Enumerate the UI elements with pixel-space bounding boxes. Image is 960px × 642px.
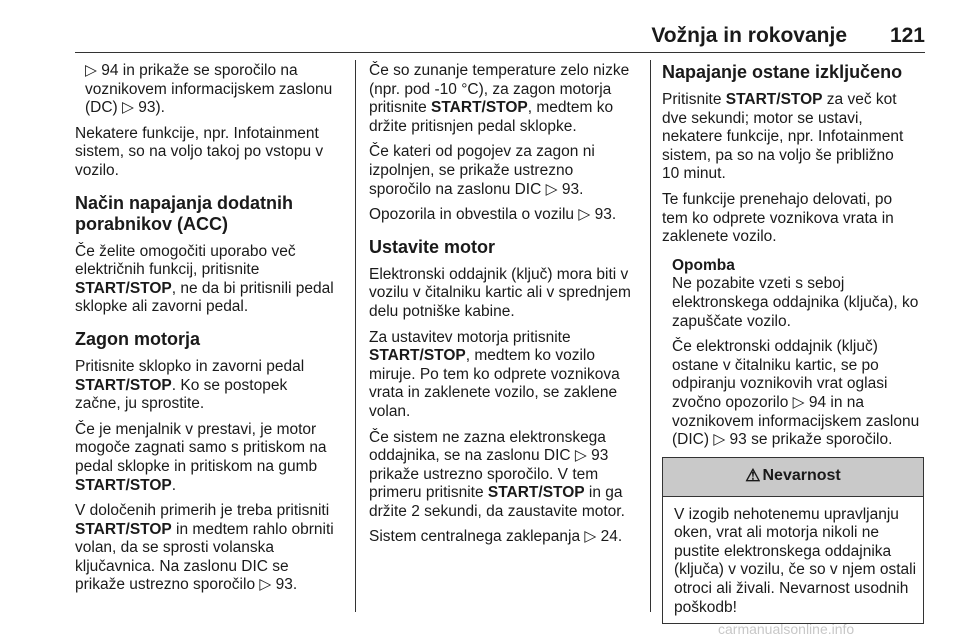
column-divider bbox=[650, 60, 651, 612]
note-paragraph: Ne pozabite vzeti s seboj elektronskega oddajnika (ključa), ko zapuščate vozilo. bbox=[672, 275, 919, 330]
note-box bbox=[662, 257, 926, 450]
paragraph: Pritisnite START/STOP za več kot dve sekundi; motor se ustavi, nekatere funkcije, npr. Infotainment sistem, pa so na voljo še približno 10 minut. bbox=[662, 91, 904, 183]
paragraph: Če želite omogočiti uporabo več električnih funkcij, pritisnite START/STOP, ne da bi pritisnili pedal sklopke ali zavorni pedal. bbox=[75, 242, 334, 316]
paragraph: V določenih primerih je treba pritisniti START/STOP in medtem rahlo obrniti volan, da se sprosti volanska ključavnica. Na zaslonu DIC se prikaže ustrezno sporočilo ▷ 93. bbox=[75, 502, 334, 594]
paragraph: Za ustavitev motorja pritisnite START/STOP, medtem ko vozilo miruje. Po tem ko odprete voznikova vrata in zaklenete vozilo, se zaklene volan. bbox=[369, 328, 620, 420]
warning-title: Nevarnost bbox=[762, 467, 841, 485]
warning-body: V izogib nehotenemu upravljanju oken, vrat ali motorja nikoli ne pustite elektronskega oddajnika (ključa) v vozilu, če so v njem ostali otroci ali živali. Nevarnost usodnih poškodb! bbox=[674, 505, 917, 616]
paragraph: Nekatere funkcije, npr. Infotainment sistem, so na voljo takoj po vstopu v vozilo. bbox=[75, 124, 324, 179]
paragraph: Sistem centralnega zaklepanja ▷ 24. bbox=[369, 528, 623, 546]
page-header bbox=[75, 22, 925, 53]
warning-header bbox=[663, 458, 923, 497]
column-3 bbox=[662, 62, 926, 624]
heading-engine-start: Zagon motorja bbox=[75, 328, 200, 349]
heading-engine-stop: Ustavite motor bbox=[369, 236, 496, 257]
paragraph: Če kateri od pogojev za zagon ni izpolnjen, se prikaže ustrezno sporočilo na zaslonu DIC ▷ 93. bbox=[369, 143, 595, 198]
continued-text: ▷ 94 in prikaže se sporočilo na voznikovem informacijskem zaslonu (DC) ▷ 93). bbox=[85, 62, 333, 117]
heading-acc: Način napajanja dodatnih porabnikov (ACC) bbox=[75, 192, 294, 234]
page-number: 121 bbox=[889, 24, 925, 47]
warning-triangle-icon: ⚠ bbox=[745, 466, 761, 486]
paragraph: Pritisnite sklopko in zavorni pedal START/STOP. Ko se postopek začne, ju sprostite. bbox=[75, 357, 305, 413]
paragraph: Te funkcije prenehajo delovati, po tem ko odprete voznikova vrata in zaklenete vozilo. bbox=[662, 190, 894, 246]
paragraph: Če je menjalnik v prestavi, je motor mogoče zagnati samo s pritiskom na pedal sklopke in pritiskom na gumb START/STOP. bbox=[75, 420, 327, 494]
column-2 bbox=[369, 62, 635, 554]
watermark: carmanualsonline.info bbox=[718, 621, 855, 637]
section-title: Vožnja in rokovanje bbox=[651, 24, 847, 47]
heading-power-stays-off: Napajanje ostane izključeno bbox=[662, 62, 903, 82]
paragraph: Če sistem ne zazna elektronskega oddajnika, se na zaslonu DIC ▷ 93 prikaže ustrezno sporočilo. V tem primeru pritisnite START/STOP in ga držite 2 sekundi, da zaustavite motor. bbox=[369, 428, 625, 520]
warning-box bbox=[662, 457, 924, 625]
paragraph: Če so zunanje temperature zelo nizke (npr. pod -10 °C), za zagon motorja pritisnite START/STOP, medtem ko držite pritisnjen pedal sklopke. bbox=[369, 62, 630, 135]
paragraph: Opozorila in obvestila o vozilu ▷ 93. bbox=[369, 206, 617, 224]
column-divider bbox=[355, 60, 356, 612]
note-paragraph: Če elektronski oddajnik (ključ) ostane v čitalniku kartic, se po odpiranju voznikovih vrat oglasi zvočno opozorilo ▷ 94 in na voznikovem informacijskem zaslonu (DIC) ▷ 93 se prikaže sporočilo. bbox=[672, 338, 920, 449]
note-title: Opomba bbox=[672, 256, 735, 274]
paragraph: Elektronski oddajnik (ključ) mora biti v vozilu v čitalniku kartic ali v sprednjem delu potniške kabine. bbox=[369, 265, 631, 320]
column-1 bbox=[75, 62, 345, 602]
